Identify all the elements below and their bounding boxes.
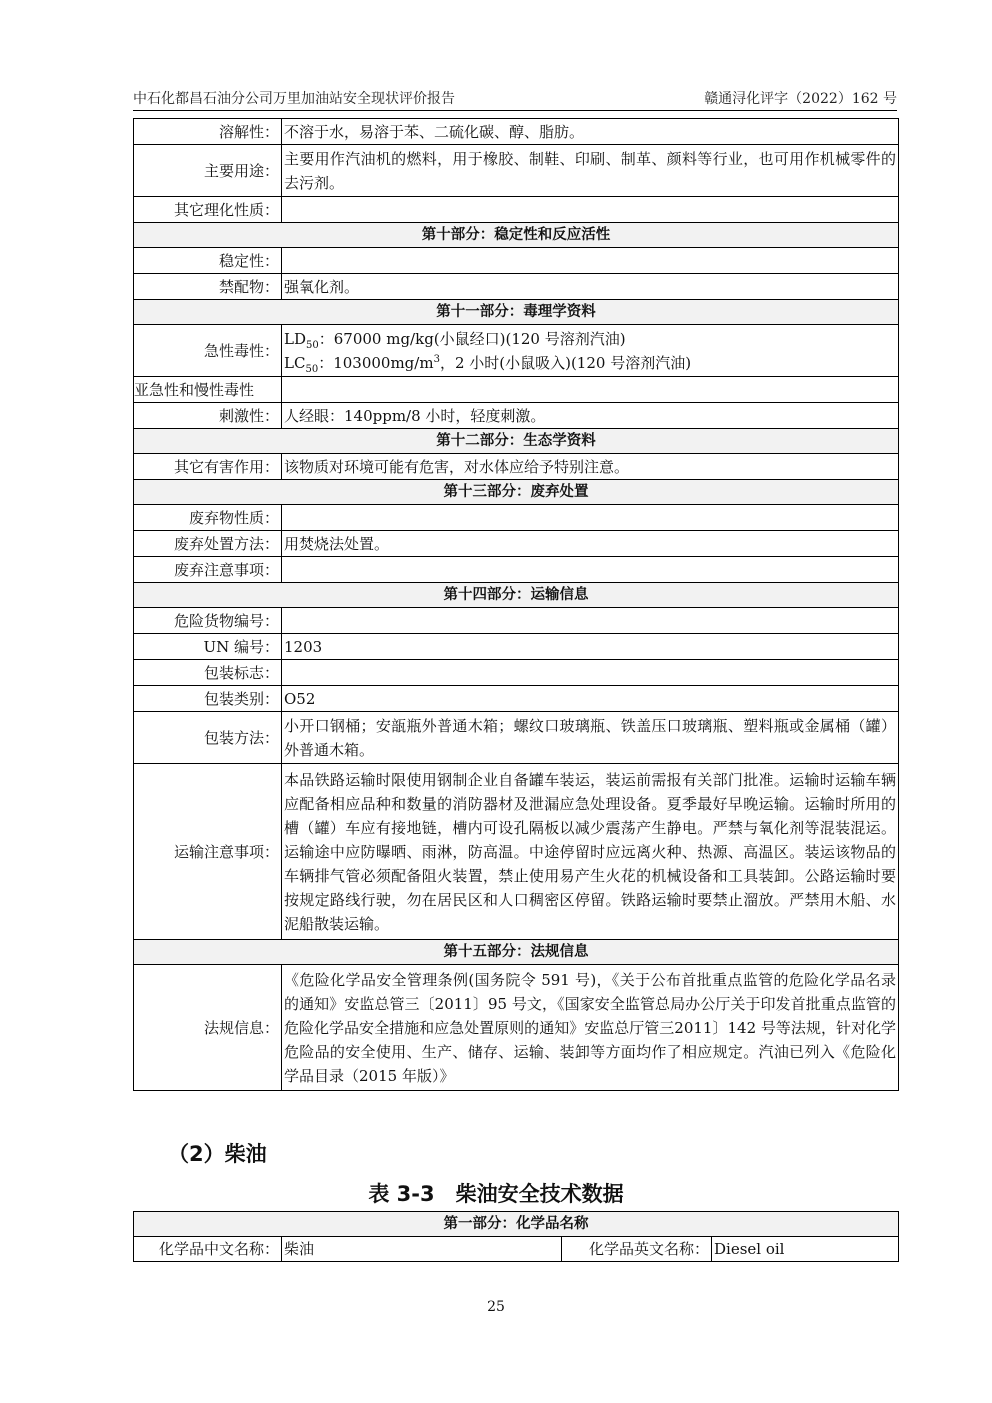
solubility-label: 溶解性： (134, 119, 282, 145)
cn-name-label: 化学品中文名称： (134, 1237, 282, 1262)
table-row (134, 1237, 899, 1262)
other-harm-value: 该物质对环境可能有危害，对水体应给予特别注意。 (282, 454, 899, 480)
irritation-label: 刺激性： (134, 403, 282, 429)
other-props-value (282, 197, 899, 223)
pkg-mark-label: 包装标志： (134, 660, 282, 686)
table-row (134, 325, 899, 377)
table-row (134, 712, 899, 764)
header-report-title: 中石化都昌石油分公司万里加油站安全现状评价报告 (133, 91, 455, 107)
diesel-safety-data-table (133, 1211, 899, 1262)
stability-label: 稳定性： (134, 248, 282, 274)
section-10-title: 第十部分：稳定性和反应活性 (134, 223, 899, 248)
section-header-row (134, 429, 899, 454)
section-header-row (134, 300, 899, 325)
table-3-3-caption: 表 3-3 柴油安全技术数据 (368, 1182, 624, 1206)
subacute-value (282, 377, 899, 403)
table-row (134, 145, 899, 197)
section-header-row (134, 1212, 899, 1237)
un-number-value: 1203 (282, 634, 899, 660)
lc50-line: $LC_{50}$：$103000mg/m^3$，2 小时(小鼠吸入)(120 号溶剂汽油) (284, 353, 692, 375)
incompatible-label: 禁配物： (134, 274, 282, 300)
waste-notes-value (282, 557, 899, 583)
section-11-title: 第十一部分：毒理学资料 (134, 300, 899, 325)
page-header (133, 86, 897, 111)
irritation-value: 人经眼：140ppm/8 小时，轻度刺激。 (282, 403, 899, 429)
diesel-subheading: （2）柴油 (168, 1142, 267, 1166)
waste-method-value: 用焚烧法处置。 (282, 531, 899, 557)
waste-props-value (282, 505, 899, 531)
subacute-label: 亚急性和慢性毒性 (134, 377, 282, 403)
table-row (134, 965, 899, 1091)
table-row (134, 197, 899, 223)
other-props-label: 其它理化性质： (134, 197, 282, 223)
waste-method-label: 废弃处置方法： (134, 531, 282, 557)
table-row (134, 660, 899, 686)
waste-props-label: 废弃物性质： (134, 505, 282, 531)
section-1-title: 第一部分：化学品名称 (134, 1212, 899, 1237)
section-header-row (134, 223, 899, 248)
table-row (134, 686, 899, 712)
dg-number-value (282, 608, 899, 634)
en-name-value: Diesel oil (712, 1237, 899, 1262)
table-row (134, 764, 899, 940)
waste-notes-label: 废弃注意事项： (134, 557, 282, 583)
en-name-label: 化学品英文名称： (562, 1237, 712, 1262)
table-row (134, 377, 899, 403)
page-number: 25 (487, 1299, 505, 1315)
pkg-method-value: 小开口钢桶；安瓿瓶外普通木箱；螺纹口玻璃瓶、铁盖压口玻璃瓶、塑料瓶或金属桶（罐）外普通木箱。 (282, 712, 899, 764)
table-row (134, 454, 899, 480)
table-row (134, 634, 899, 660)
table-row (134, 531, 899, 557)
stability-value (282, 248, 899, 274)
pkg-mark-value (282, 660, 899, 686)
other-harm-label: 其它有害作用： (134, 454, 282, 480)
table-row (134, 119, 899, 145)
un-number-label: UN 编号： (134, 634, 282, 660)
pkg-class-label: 包装类别： (134, 686, 282, 712)
table-row (134, 608, 899, 634)
table-row (134, 248, 899, 274)
pkg-class-value: O52 (282, 686, 899, 712)
section-12-title: 第十二部分：生态学资料 (134, 429, 899, 454)
header-report-number: 赣通浔化评字（2022）162 号 (704, 91, 897, 107)
pkg-method-label: 包装方法： (134, 712, 282, 764)
incompatible-value: 强氧化剂。 (282, 274, 899, 300)
section-header-row (134, 480, 899, 505)
main-use-label: 主要用途： (134, 145, 282, 197)
section-13-title: 第十三部分：废弃处置 (134, 480, 899, 505)
section-15-title: 第十五部分：法规信息 (134, 940, 899, 965)
section-header-row (134, 583, 899, 608)
transport-notes-value: 本品铁路运输时限使用钢制企业自备罐车装运，装运前需报有关部门批准。运输时运输车辆应配备相应品种和数量的消防器材及泄漏应急处理设备。夏季最好早晚运输。运输时所用的槽（罐）车应有接地链，槽内可设孔隔板以减少震荡产生静电。严禁与氧化剂等混装混运。运输途中应防曝晒、雨淋，防高温。中途停留时应远离火种、热源、高温区。装运该物品的车辆排气管必须配备阻火装置，禁止使用易产生火花的机械设备和工具装卸。公路运输时要按规定路线行驶，勿在居民区和人口稠密区停留。铁路运输时要禁止溜放。严禁用木船、水泥船散装运输。 (282, 764, 899, 940)
regulations-value: 《危险化学品安全管理条例(国务院令 591 号)，《关于公布首批重点监管的危险化学品名录的通知》安监总管三〔2011〕95 号文，《国家安全监管总局办公厅关于印发首批重点监管的危险化学品安全措施和应急处置原则的通知》安监总厅管三2011〕142 号等法规，针对化学危险品的安全使用、生产、储存、运输、装卸等方面均作了相应规定。汽油已列入《危险化学品目录（2015 年版）》 (282, 965, 899, 1091)
table-row (134, 274, 899, 300)
acute-toxicity-label: 急性毒性： (134, 325, 282, 377)
table-row (134, 557, 899, 583)
section-header-row (134, 940, 899, 965)
cn-name-value: 柴油 (282, 1237, 562, 1262)
table-row (134, 505, 899, 531)
dg-number-label: 危险货物编号： (134, 608, 282, 634)
section-14-title: 第十四部分：运输信息 (134, 583, 899, 608)
main-use-value: 主要用作汽油机的燃料，用于橡胶、制鞋、印刷、制革、颜料等行业，也可用作机械零件的去污剂。 (282, 145, 899, 197)
gasoline-safety-data-table (133, 118, 899, 1091)
table-row (134, 403, 899, 429)
regulations-label: 法规信息： (134, 965, 282, 1091)
acute-toxicity-value (282, 325, 899, 377)
transport-notes-label: 运输注意事项： (134, 764, 282, 940)
ld50-line: $LD_{50}$：67000 mg/kg(小鼠经口)(120 号溶剂汽油) (284, 329, 626, 351)
solubility-value: 不溶于水，易溶于苯、二硫化碳、醇、脂肪。 (282, 119, 899, 145)
